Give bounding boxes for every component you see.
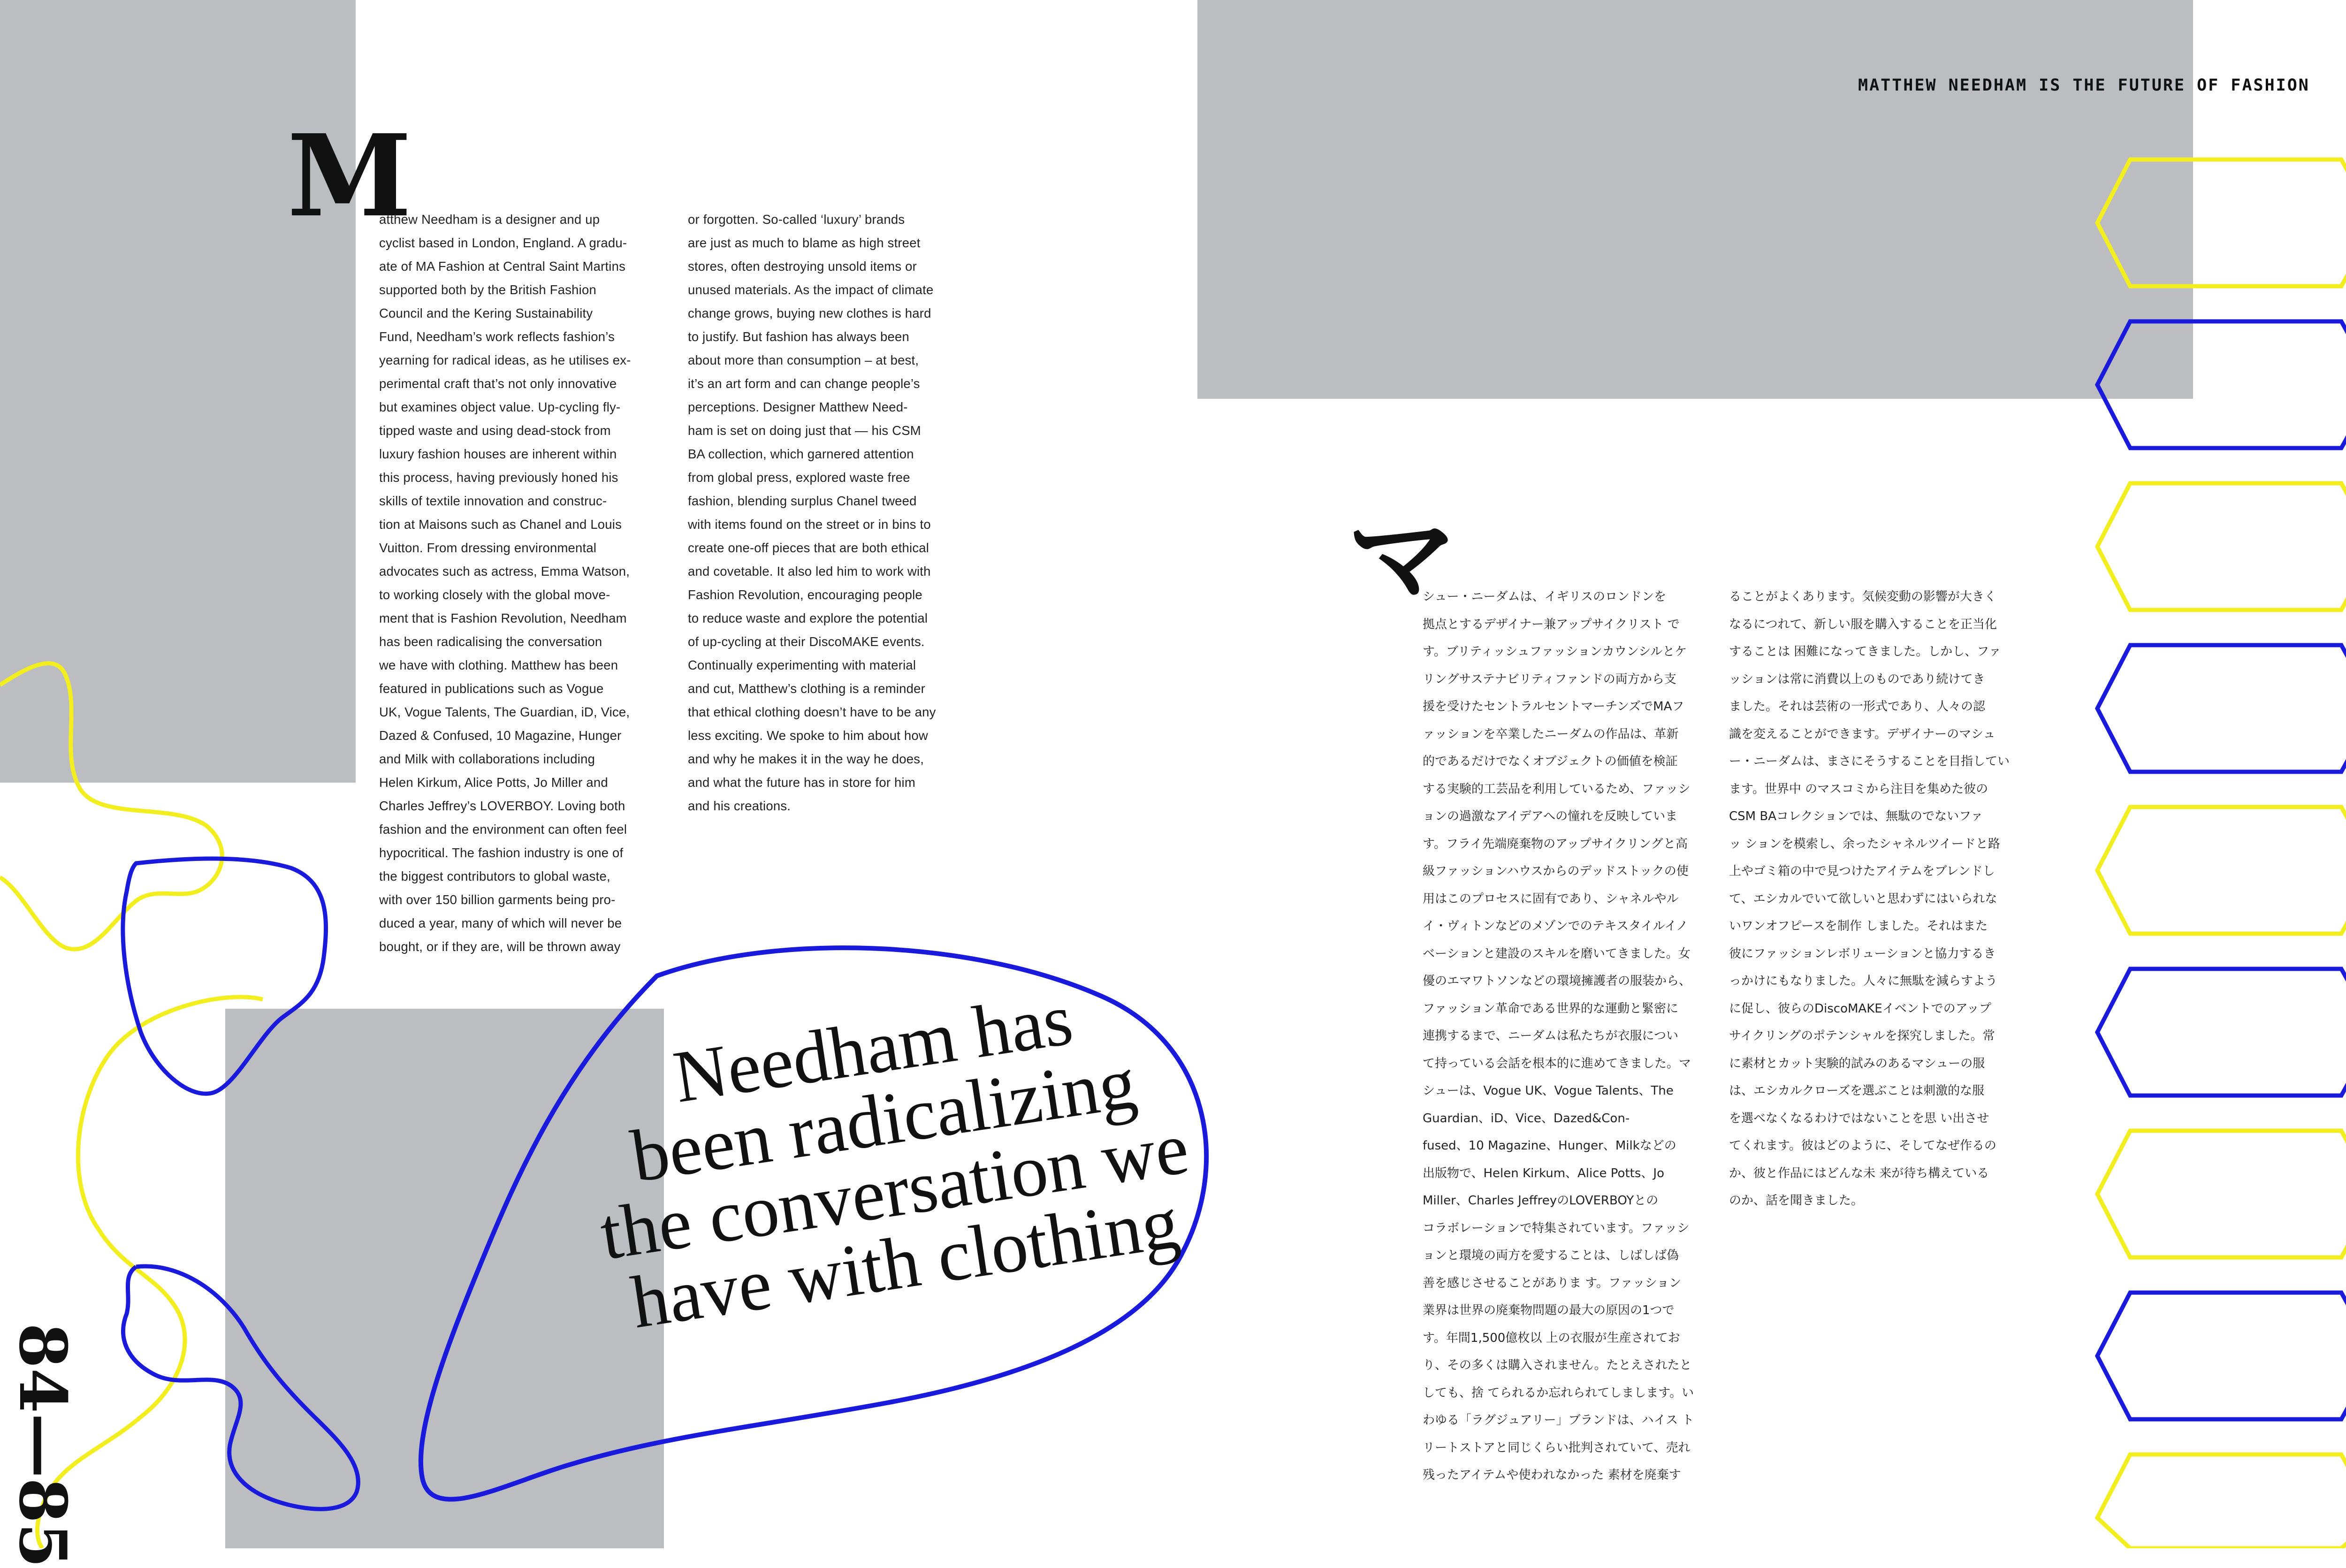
yellow-squiggle-top	[0, 663, 222, 949]
japanese-column-2: ることがよくあります。気候変動の影響が大きく なるにつれて、新しい服を購入することを正当化 することは 困難になってきました。しかし、ファ ッションは常に消費以上のものであり続けてき ました。それは芸術の一形式であり、人々の認 識を変えることができます。デザイナーのマシュ ー・ニーダムは、まさにそうすることを目指してい ます。世界中 のマスコミから注目を集めた彼の CSM BAコレクションでは、無駄のでないファ ッ ションを模索し、余ったシャネルツイードと路 上やゴミ箱の中で見つけたアイテムをブレンドし て、エシカルでいて欲しいと思わずにはいられな いワンオフピースを制作 しました。それはまた 彼にファッションレボリューションと協力するき っかけにもなりました。人々に無駄を減らすよう に促し、彼らのDiscoMAKEイベントでのアップ サイクリングのポテンシャルを探究しました。常 に素材とカット実験的試みのあるマシューの服 は、エシカルクローズを選ぶことは刺激的な服 を選べなくなるわけではないことを思 い出させ てくれます。彼はどのように、そしてなぜ作るの か、彼と作品にはどんな未 来が待ち構えている のか、話を聞きました。	[1729, 590, 2010, 1208]
pull-quote: Needham has been radicalizing the conversation we have with clothing	[595, 978, 1194, 1344]
english-column-2: or forgotten. So-called ‘luxury’ brands are just as much to blame as high street stores, often destroying unsold items or unused materials. As the impact of climate change grows, buying new clothes is hard to justify. But fashion has always been about more than consumption – at best, it’s an art form and can change people’s perceptions. Designer Matthew Need- ham is set on doing just that — his CSM BA collection, which garnered attention from global press, explored waste free fashion, blending surplus Chanel tweed with items found on the street or in bins to create one-off pieces that are both ethical and covetable. It also led him to work with Fashion Revolution, encouraging people to reduce waste and explore the potential of up-cycling at their DiscoMAKE events. Continually experimenting with material and cut, Matthew’s clothing is a reminder that ethical clothing doesn’t have to be any less exciting. We spoke to him about how and why he makes it in the way he does, and what the future has in store for him and his creations.	[688, 212, 936, 813]
japanese-column-1: シュー・ニーダムは、イギリスのロンドンを 拠点とするデザイナー兼アップサイクリスト で す。ブリティッシュファッションカウンシルとケ リングサステナビリティファンドの両方から支 援を受けたセントラルセントマーチンズでMAフ ァッションを卒業したニーダムの作品は、革新 的であるだけでなくオブジェクトの価値を検証 する実験的工芸品を利用しているため、ファッシ ョンの過激なアイデアへの憧れを反映していま す。フライ先端廃棄物のアップサイクリングと高 級ファッションハウスからのデッドストックの使 用はこのプロセスに固有であり、シャネルやル イ・ヴィトンなどのメゾンでのテキスタイルイノ ベーションと建設のスキルを磨いてきました。女 優のエマワトソンなどの環境擁護者の服装から、 ファッション革命である世界的な運動と緊密に 連携するまで、ニーダムは私たちが衣服につい て持っている会話を根本的に進めてきました。マ シューは、Vogue UK、Vogue Talents、The Guardian、iD、Vice、Dazed&Con- fused、10 Magazine、Hunger、Milkなどの 出版物で、Helen Kirkum、Alice Potts、Jo Miller、Charles JeffreyのLOVERBOYとの コラボレーションで特集されています。ファッシ ョンと環境の両方を愛することは、しばしば偽 善を感じさせることがありま す。ファッション 業界は世界の廃棄物問題の最大の原因の1つで す。年間1,500億枚以 上の衣服が生産されてお り、その多くは購入されません。たとえされたと しても、捨 てられるか忘れられてしまします。い わゆる「ラグジュアリー」ブランドは、ハイス ト リートストアと同じくらい批判されていて、売れ 残ったアイテムや使われなかった 素材を廃棄す	[1423, 590, 1694, 1482]
drop-cap-english: M	[287, 110, 412, 242]
hexagon-yellow	[2097, 807, 2346, 934]
english-column-1: atthew Needham is a designer and up cyclist based in London, England. A gradu- ate of MA Fashion at Central Saint Martins supported both by the British Fashion Council and the Kering Sustainability Fund, Needham’s work reflects fashion’s yearning for radical ideas, as he utilises ex- perimental craft that’s not only innovative but examines object value. Up-cycling fly- tipped waste and using dead-stock from luxury fashion houses are inherent within this process, having previously honed his skills of textile innovation and construc- tion at Maisons such as Chanel and Louis Vuitton. From dressing environmental advocates such as actress, Emma Watson, to working closely with the global move- ment that is Fashion Revolution, Needham has been radicalising the conversation we have with clothing. Matthew has been featured in publications such as Vogue UK, Vogue Talents, The Guardian, iD, Vice, Dazed & Confused, 10 Magazine, Hunger and Milk with collaborations including Helen Kirkum, Alice Potts, Jo Miller and Charles Jeffrey’s LOVERBOY. Loving both fashion and the environment can often feel hypocritical. The fashion industry is one of the biggest contributors to global waste, with over 150 billion garments being pro- duced a year, many of which will never be bought, or if they are, will be thrown away	[379, 212, 631, 954]
hexagon-blue	[2097, 969, 2346, 1096]
hexagon-yellow	[2097, 160, 2346, 286]
hexagon-blue	[2097, 1293, 2346, 1419]
blue-squiggle-bottom	[123, 1266, 358, 1509]
drop-cap-japanese: マ	[1347, 495, 1457, 624]
running-header: MATTHEW NEEDHAM IS THE FUTURE OF FASHION	[1858, 76, 2310, 95]
hexagon-yellow	[2097, 483, 2346, 610]
hexagon-blue	[2097, 321, 2346, 448]
hexagon-yellow	[2097, 1454, 2346, 1548]
hexagon-blue	[2097, 645, 2346, 772]
page-numbers: 84—85	[5, 1323, 81, 1568]
hexagon-column	[2097, 160, 2346, 1548]
hexagon-yellow	[2097, 1131, 2346, 1257]
